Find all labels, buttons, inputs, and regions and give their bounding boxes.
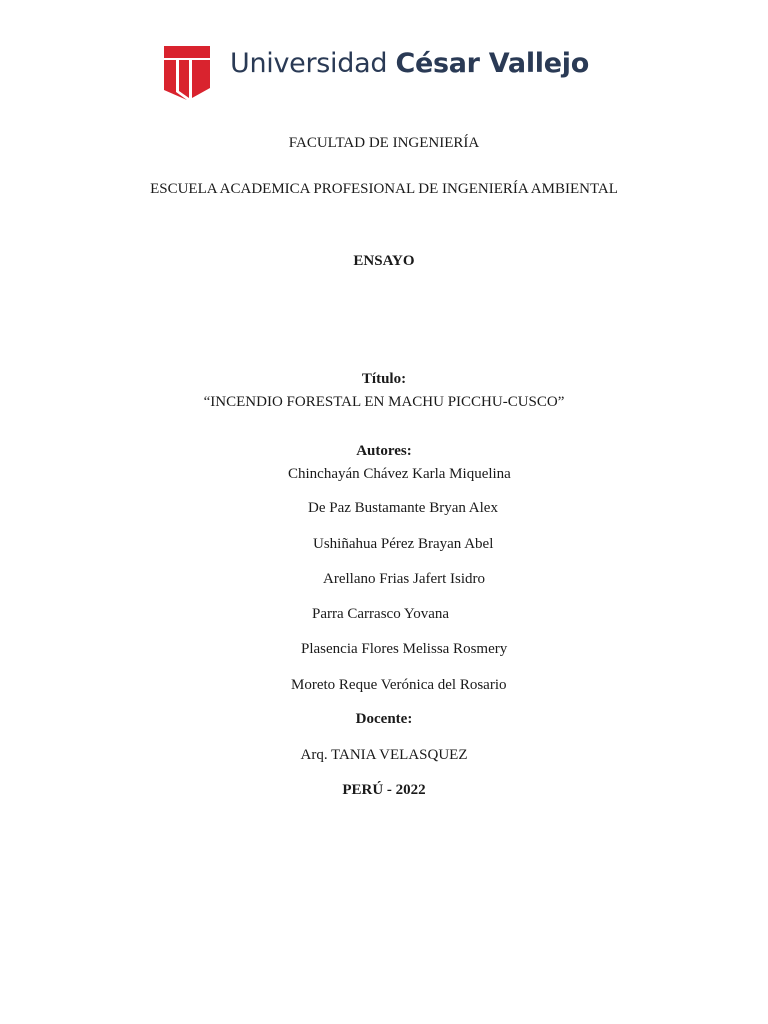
place-year: PERÚ - 2022 xyxy=(342,782,426,798)
author-name: Parra Carrasco Yovana xyxy=(312,606,450,622)
title-label: Título: xyxy=(361,371,407,387)
essay-title: “INCENDIO FORESTAL EN MACHU PICCHU-CUSCO” xyxy=(203,394,565,410)
university-logo xyxy=(162,44,592,104)
teacher-name: Arq. TANIA VELASQUEZ xyxy=(300,747,468,763)
faculty-heading: FACULTAD DE INGENIERÍA xyxy=(288,135,480,151)
university-shield-icon xyxy=(162,44,212,102)
author-name: Chinchayán Chávez Karla Miquelina xyxy=(288,466,511,482)
author-name: Plasencia Flores Melissa Rosmery xyxy=(301,641,508,657)
author-name: De Paz Bustamante Bryan Alex xyxy=(308,500,498,516)
teacher-label: Docente: xyxy=(355,711,413,727)
university-name: Universidad César Vallejo xyxy=(230,48,589,79)
author-name: Arellano Frias Jafert Isidro xyxy=(323,571,486,587)
author-name: Moreto Reque Verónica del Rosario xyxy=(291,677,507,693)
authors-label: Autores: xyxy=(356,443,412,459)
document-type: ENSAYO xyxy=(353,253,415,269)
school-heading: ESCUELA ACADEMICA PROFESIONAL DE INGENIERÍA AMBIENTAL xyxy=(150,181,618,197)
author-name: Ushiñahua Pérez Brayan Abel xyxy=(313,536,494,552)
